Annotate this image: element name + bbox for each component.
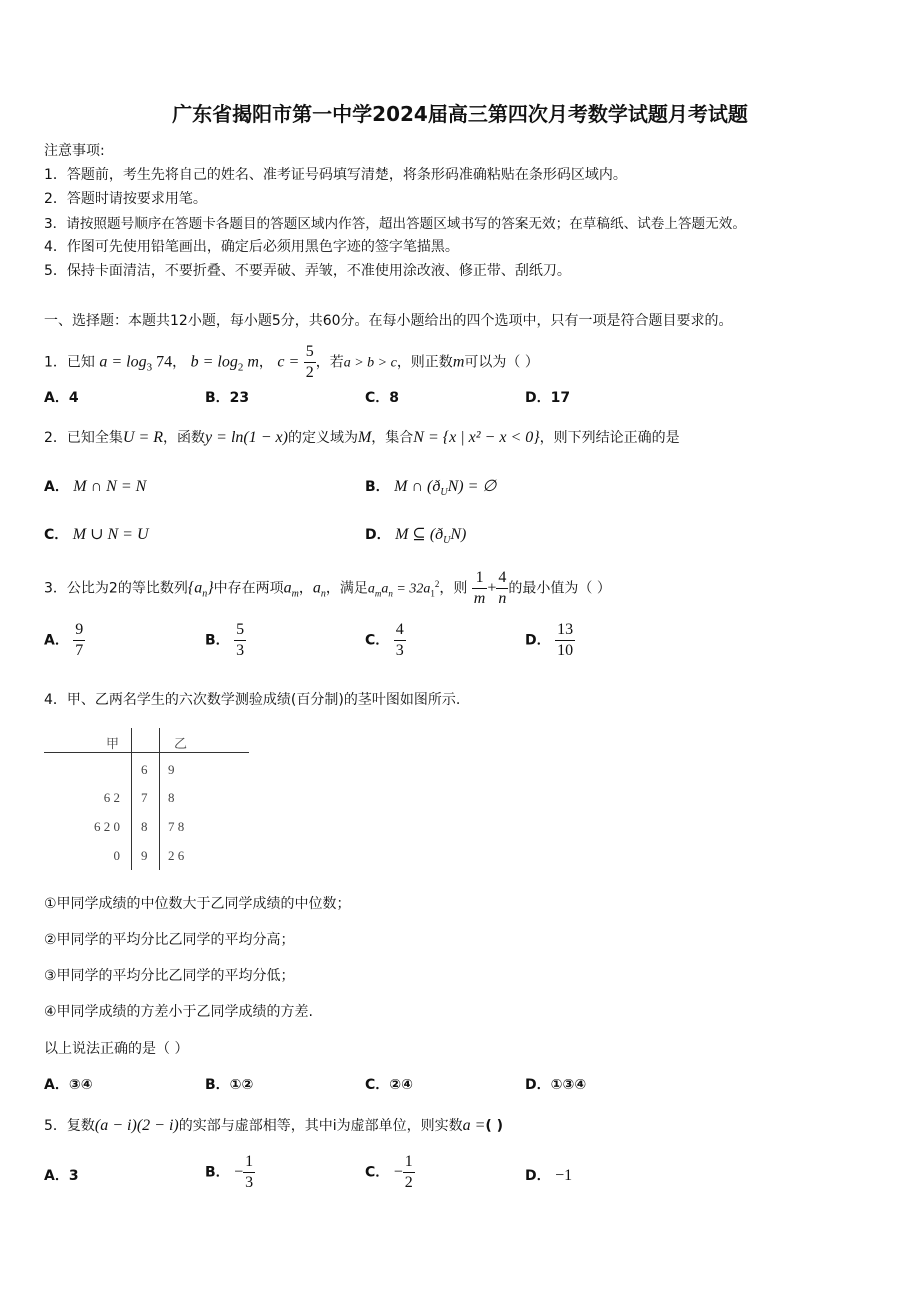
plot-header-left: 甲 [106, 736, 120, 751]
question-4-statement: ③甲同学的平均分比乙同学的平均分低； [44, 968, 295, 984]
notice-item: 5．保持卡面清洁，不要折叠、不要弄破、弄皱，不准使用涂改液、修正带、刮纸刀。 [44, 263, 571, 279]
question-3-option-a: A． $\frac{9}{7}$ [44, 621, 84, 659]
question-1-option-c: C．8 [365, 390, 400, 406]
plot-right-leaves: 2 6 [168, 848, 185, 863]
question-3-option-c: C． $\frac{4}{3}$ [365, 621, 404, 659]
question-1-stem: 1．已知 $a = \log_3 74$， $b = \log_2 m$， c = $\frac{5}{2}$ ，若a > b > c，则正数m可以为（ ） [44, 343, 539, 381]
question-5-option-b: B． − $\frac{1}{3}$ [205, 1153, 254, 1191]
question-2-option-d: D． M ⊆ $(ð_UN)$ [365, 526, 467, 546]
question-4-option-c: C．②④ [365, 1077, 413, 1093]
question-2-option-b: B． M ∩ $(ð_UN)$ = ∅ [365, 478, 497, 498]
plot-divider-right [159, 728, 160, 870]
plot-header-right: 乙 [174, 736, 188, 751]
plot-header-line [44, 752, 249, 753]
notice-item: 1．答题前，考生先将自己的姓名、准考证号码填写清楚，将条形码准确粘贴在条形码区域内。 [44, 167, 627, 183]
question-4-ask: 以上说法正确的是（ ） [44, 1041, 189, 1057]
question-4-option-b: B．①② [205, 1077, 254, 1093]
plot-stem: 8 [141, 819, 148, 834]
question-4-statement: ②甲同学的平均分比乙同学的平均分高； [44, 932, 295, 948]
question-3-option-b: B． $\frac{5}{3}$ [205, 621, 245, 659]
notice-item: 2．答题时请按要求用笔。 [44, 191, 207, 207]
notice-item: 4．作图可先使用铅笔画出，确定后必须用黑色字迹的签字笔描黑。 [44, 239, 459, 255]
question-2-option-a: A． M ∩ N = N [44, 478, 147, 495]
question-4-option-a: A．③④ [44, 1077, 93, 1093]
question-2-option-c: C． M ∪ N = U [44, 526, 149, 543]
question-4-stem: 4．甲、乙两名学生的六次数学测验成绩(百分制)的茎叶图如图所示. [44, 692, 461, 708]
question-1-option-a: A．4 [44, 390, 79, 406]
question-5-option-a: A．3 [44, 1168, 79, 1184]
plot-divider-left [131, 728, 132, 870]
plot-left-leaves: 0 [113, 848, 120, 863]
question-4-statement: ④甲同学成绩的方差小于乙同学成绩的方差. [44, 1004, 313, 1020]
question-5-option-c: C． − $\frac{1}{2}$ [365, 1153, 413, 1191]
section-heading: 一、选择题：本题共12小题，每小题5分，共60分。在每小题给出的四个选项中，只有一项是符合题目要求的。 [44, 313, 733, 329]
plot-left-leaves: 6 2 0 [94, 819, 120, 834]
question-5-option-d: D． −1 [525, 1167, 573, 1184]
page-title: 广东省揭阳市第一中学2024届高三第四次月考数学试题月考试题 [172, 102, 748, 126]
question-5-stem: 5．复数(a − i)(2 − i)的实部与虚部相等，其中i为虚部单位，则实数a =( ) [44, 1117, 504, 1134]
plot-stem: 6 [141, 762, 148, 777]
plot-left-leaves: 6 2 [103, 790, 120, 805]
notice-item: 3．请按照题号顺序在答题卡各题目的答题区域内作答，超出答题区域书写的答案无效；在草稿纸、试卷上答题无效。 [44, 216, 746, 232]
question-3-option-d: D． $\frac{13}{10}$ [525, 621, 574, 659]
question-1-option-d: D．17 [525, 390, 571, 406]
notice-heading: 注意事项: [44, 143, 105, 159]
plot-right-leaves: 8 [168, 790, 175, 805]
question-4-option-d: D．①③④ [525, 1077, 587, 1093]
question-4-statement: ①甲同学成绩的中位数大于乙同学成绩的中位数； [44, 896, 351, 912]
plot-stem: 7 [141, 790, 148, 805]
fraction: $\frac{5}{2}$ [305, 343, 314, 381]
plot-right-leaves: 7 8 [168, 819, 185, 834]
question-3-stem: 3．公比为2的等比数列$\{a_n\}$中存在两项$a_m$，$a_n$，满足$a_ma_n = 32a_1^2$，则 $\frac{1}{m}$ + $\frac{4}{n}$ 的最小值为（ ） [44, 569, 611, 607]
plot-stem: 9 [141, 848, 148, 863]
plot-right-leaves: 9 [168, 762, 175, 777]
question-2-stem: 2．已知全集U = R，函数y = ln(1 − x)的定义域为M，集合N = {x | x² − x < 0}，则下列结论正确的是 [44, 429, 680, 446]
fraction: $\frac{4}{n}$ [498, 569, 507, 607]
fraction: $\frac{1}{m}$ [473, 569, 486, 607]
question-1-option-b: B．23 [205, 390, 250, 406]
